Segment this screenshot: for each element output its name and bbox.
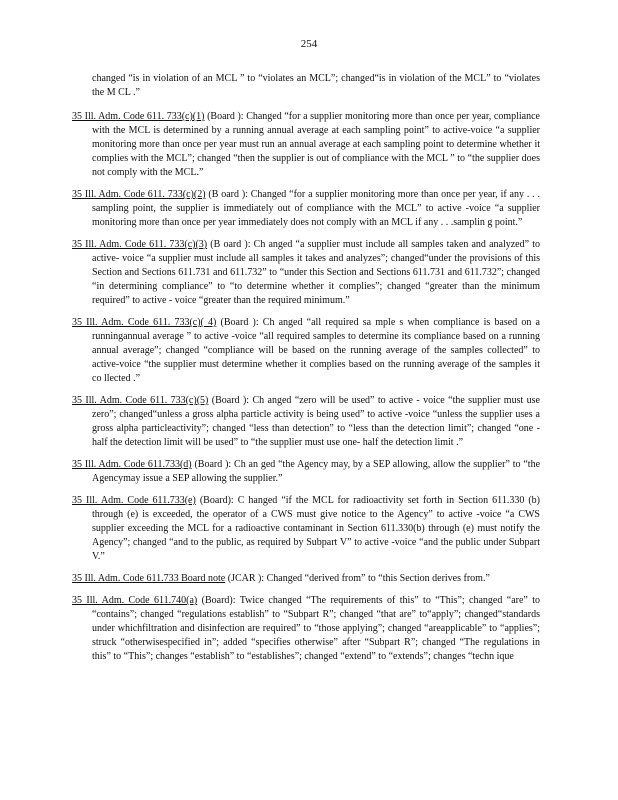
- amendment-text: (Board ): Ch anged “zero will be used” to active - voice “the supplier must use zero”; changed“unless a gross alpha particle activity is being used” to active -voice “unless the supplier uses a gross alpha particleactivity”; changed “less than detection” to “less than the detection limit”; changed “one -half the detection limit will be used” to “the supplier must use one- half the detection limit .”: [92, 395, 540, 448]
- code-citation: 35 Ill. Adm. Code 611.733(d): [72, 459, 192, 470]
- amendment-text: (JCAR ): Changed “derived from” to “this Section derives from.”: [225, 573, 490, 584]
- page-body: [72, 72, 540, 672]
- code-citation: 35 Ill. Adm. Code 611.733 Board note: [72, 573, 226, 584]
- amendment-entry: [72, 594, 540, 664]
- amendment-text: (B oard ): Changed “for a supplier monitoring more than once per year, if any . . . sampling point, the supplier is immediately out of compliance with the MCL” to active -voice “a supplier monitoring more than once per year immediately does not comply with an MCL if any . . .samplin g point.”: [92, 189, 540, 228]
- amendment-text: (Board ): Changed “for a supplier monitoring more than once per year, compliance with the MCL is determined by a running annual average at each sampling point” to active-voice “a supplier monitoring more than once per year must run an annual average at each sampling point to determine whether it complies with the MCL”; changed “then the supplier is out of compliance with the MCL ” to “the supplier does not comply with the MCL.”: [92, 111, 540, 178]
- continuation-paragraph: changed “is in violation of an MCL ” to “violates an MCL”; changed“is in violation of the MCL” to “violates the M CL .”: [92, 73, 540, 98]
- amendment-entry: [72, 494, 540, 564]
- code-citation: 35 Ill. Adm. Code 611. 733(c)( 4): [72, 317, 217, 328]
- amendment-text: (Board ): Ch anged “all required sa mple s when compliance is based on a runningannual average ” to active -voice “all required samples to determine its compliance based on a running annual average”; changed “compliance will be based on the running average of the samples collected” to active-voice “the supplier must determine whether it complies based on the running average of the samples it co llected .”: [92, 317, 540, 384]
- code-citation: 35 Ill. Adm. Code 611. 733(c)(5): [72, 395, 209, 406]
- code-citation: 35 Ill. Adm. Code 611. 733(c)(3): [72, 239, 208, 250]
- code-citation: 35 Ill. Adm. Code 611.740(a): [72, 595, 198, 606]
- amendment-text: (Board ): Ch an ged “the Agency may, by a SEP allowing, allow the supplier” to “the Agencymay issue a SEP allowing the supplier.”: [92, 459, 541, 484]
- amendment-entry: [72, 238, 540, 308]
- amendment-entry: [72, 572, 540, 586]
- page-number: 254: [300, 38, 318, 50]
- amendment-text: (Board): C hanged “if the MCL for radioactivity set forth in Section 611.330 (b) through (e) is exceeded, the operator of a CWS must give notice to the Agency” to active -voice “a CWS supplier exceeding the MCL for a radioactive contaminant in Section 611.330(b) through (e) must notify the Agency”; changed “and to the public, as required by Subpart V” to active -voice “and the public under Subpart V.”: [92, 495, 541, 562]
- amendment-entry: [72, 188, 540, 230]
- amendment-entry: [72, 458, 540, 486]
- amendment-entry: [72, 316, 540, 386]
- amendment-entry: [72, 110, 540, 180]
- code-citation: 35 Ill. Adm. Code 611.733(e): [72, 495, 196, 506]
- code-citation: 35 Ill. Adm. Code 611. 733(c)(1): [72, 111, 205, 122]
- code-citation: 35 Ill. Adm. Code 611. 733(c)(2): [72, 189, 206, 200]
- amendment-entry: [72, 394, 540, 450]
- amendment-list: [72, 110, 540, 664]
- amendment-text: (Board): Twice changed “The requirements of this” to “This”; changed “are” to “contains”; changed “regulations establish” to “Subpart R”; changed “that are” to“apply”; changed“standards under whichfiltration and disinfection are required” to “those applying”; changed “areapplicable” to “applies”; struck “otherwisespecified in”; added “specifies otherwise” after “Subpart R”; changed “The regulations in this” to “This”; changes “establish” to “establishes”; changed “extend” to “extends”; changes “techn ique: [92, 595, 541, 662]
- amendment-text: (B oard ): Ch anged “a supplier must include all samples taken and analyzed” to active- voice “a supplier must include all samples it takes and analyzes”; changed“under the provisions of this Section and Sections 611.731 and 611.732” to “under this Section and Sections 611.731 and 611.732”; changed “in determining compliance” to “to determine whether it complies”; changed “greater than the minimum required” to active - voice “greater than the required minimum.”: [92, 239, 540, 306]
